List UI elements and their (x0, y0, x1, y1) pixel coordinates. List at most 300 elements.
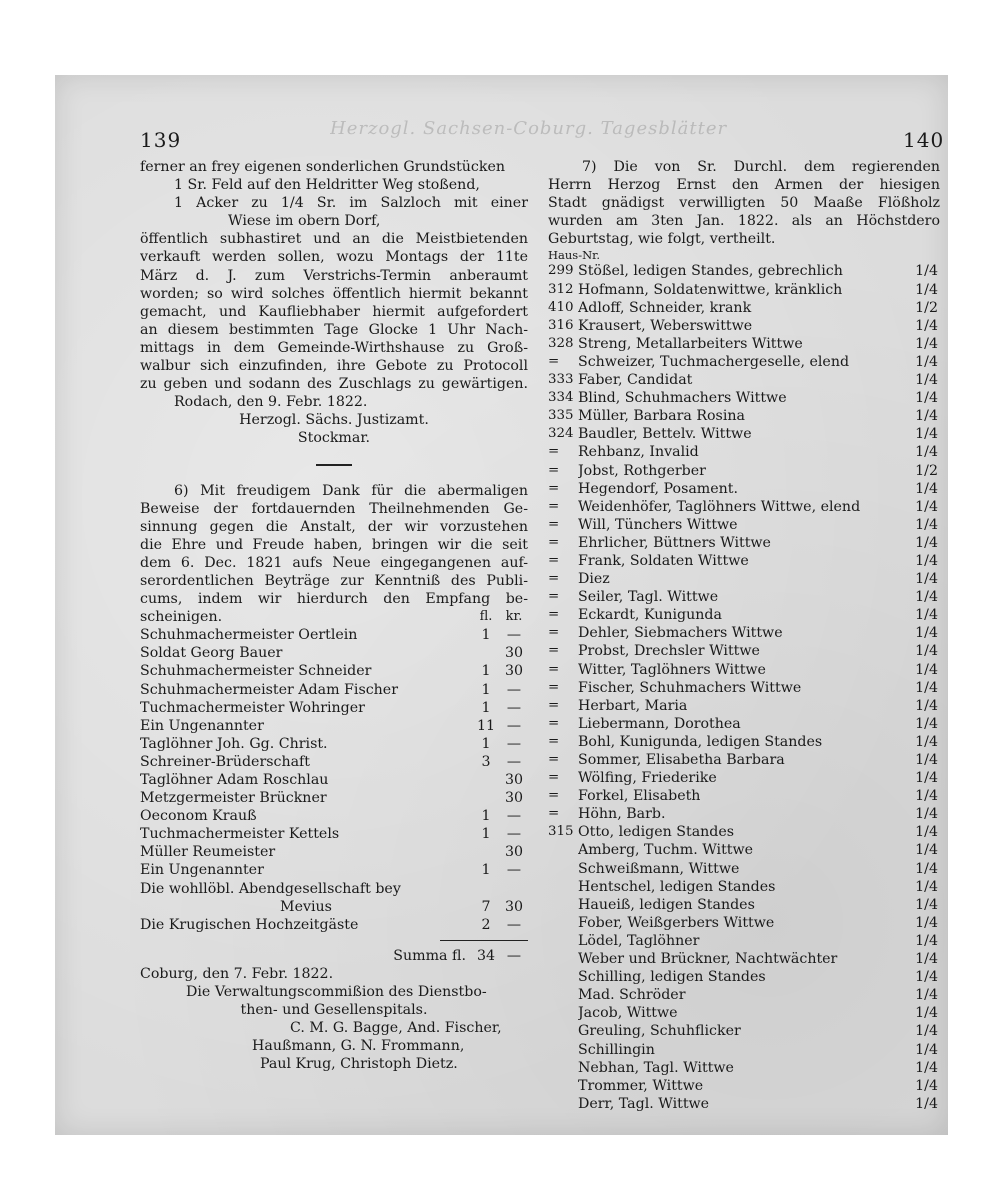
distribution-row (548, 534, 940, 552)
distribution-row (548, 570, 940, 588)
donor-name: Die wohllöbl. Abendgesellschaft bey (140, 880, 401, 897)
house-number: = (548, 806, 560, 822)
distribution-row (548, 1041, 940, 1059)
wood-amount: 1/4 (915, 263, 938, 280)
donations-list (140, 626, 528, 934)
house-number: = (548, 534, 560, 550)
amount-kr: 30 (504, 772, 524, 788)
amount-fl: 1 (481, 663, 491, 680)
recipient-name: Schillingin (578, 1041, 655, 1058)
wood-amount: 1/4 (915, 607, 938, 624)
wood-amount: 1/4 (915, 788, 938, 805)
recipient-name: Nebhan, Tagl. Wittwe (578, 1059, 734, 1076)
distribution-row (548, 787, 940, 805)
distribution-row (548, 353, 940, 371)
wood-amount: 1/4 (915, 1059, 938, 1076)
house-number (548, 878, 578, 896)
donor-name: Schuhmachermeister Oertlein (140, 627, 358, 644)
wood-amount: 1/4 (915, 534, 938, 551)
wood-distribution-notice (548, 158, 940, 1113)
recipient-name: Hentschel, ledigen Standes (578, 878, 776, 895)
recipient-name: Höhn, Barb. (578, 806, 666, 823)
house-number: = (548, 697, 560, 713)
amount-kr: — (506, 826, 522, 843)
recipient-name: Haueiß, ledigen Standes (578, 896, 755, 913)
text-line: verkauft werden sollen, wozu Montags der 11te (140, 249, 528, 266)
donor-name: Ein Ungenannter (140, 862, 264, 879)
donation-row (140, 916, 528, 934)
wood-amount: 1/4 (915, 824, 938, 841)
house-number (548, 841, 578, 859)
amount-fl: 1 (481, 862, 491, 879)
house-number (548, 986, 578, 1004)
left-column (140, 158, 528, 1074)
amount-fl: 2 (481, 916, 491, 933)
wood-amount: 1/4 (915, 625, 938, 642)
text-line: Beweise der fortdauernden Theilnehmenden Ge- (140, 500, 528, 517)
sum-rule (440, 940, 528, 941)
donor-name: Taglöhner Joh. Gg. Christ. (140, 735, 328, 752)
house-number: = (548, 679, 560, 695)
donation-row (140, 699, 528, 717)
recipient-name: Baudler, Bettelv. Wittwe (578, 426, 752, 443)
recipient-name: Otto, ledigen Standes (578, 824, 735, 841)
donation-row (140, 789, 528, 807)
amount-kr: — (506, 862, 522, 879)
distribution-row (548, 1059, 940, 1077)
recipient-name: Mad. Schröder (578, 987, 686, 1004)
distribution-row (548, 751, 940, 769)
recipient-name: Ehrlicher, Büttners Wittwe (578, 534, 771, 551)
house-number: = (548, 444, 560, 460)
distribution-row (548, 371, 940, 389)
donation-row (140, 681, 528, 699)
house-number: = (548, 661, 560, 677)
place-date: Rodach, den 9. Febr. 1822. (174, 394, 368, 411)
wood-amount: 1/4 (915, 661, 938, 678)
house-number: = (548, 552, 560, 568)
text-line: serordentlichen Beyträge zur Kenntniß des Publi- (140, 572, 528, 589)
distribution-row (548, 588, 940, 606)
haus-nr-label: Haus-Nr. (548, 248, 601, 263)
text-line: sinnung gegen die Anstalt, der wir vorzustehen (140, 518, 528, 535)
house-number (548, 1095, 578, 1113)
amount-fl (472, 771, 500, 789)
amount-fl (472, 644, 500, 662)
wood-amount: 1/4 (915, 733, 938, 750)
recipient-name: Liebermann, Dorothea (578, 715, 741, 732)
distribution-row (548, 335, 940, 353)
donor-name: Tuchmachermeister Wohringer (140, 699, 365, 716)
amount-fl (472, 789, 500, 807)
text-line: walbur sich einzufinden, ihre Gebote zu Protocoll (140, 358, 528, 375)
donation-row (140, 898, 528, 916)
distribution-row (548, 407, 940, 425)
sum-row (140, 947, 528, 965)
donor-name: Soldat Georg Bauer (140, 645, 283, 662)
page-number-right: 140 (903, 128, 945, 152)
house-number: = (548, 571, 560, 587)
signature-line: C. M. G. Bagge, And. Fischer, (290, 1020, 502, 1037)
recipient-name: Diez (578, 571, 610, 588)
text-line: Wiese im obern Dorf, (228, 213, 381, 230)
recipient-name: Frank, Soldaten Wittwe (578, 552, 749, 569)
distribution-row (548, 914, 940, 932)
distribution-row (548, 425, 940, 443)
distribution-row (548, 878, 940, 896)
amount-kr: 30 (504, 645, 524, 662)
wood-amount: 1/4 (915, 932, 938, 949)
donation-row (140, 753, 528, 771)
distribution-row (548, 624, 940, 642)
recipient-name: Hofmann, Soldatenwittwe, kränklich (578, 281, 843, 298)
house-number: = (548, 516, 560, 532)
distribution-row (548, 968, 940, 986)
house-number: 312 (548, 281, 574, 297)
page-number-left: 139 (140, 128, 182, 152)
running-head-bleedthrough: Herzogl. Sachsen-Coburg. Tagesblätter (330, 118, 728, 139)
distribution-row (548, 860, 940, 878)
house-number (548, 914, 578, 932)
donations-header (140, 608, 528, 626)
house-number: = (548, 643, 560, 659)
commission-line: Die Verwaltungscommißion des Dienstbo- (186, 984, 487, 1001)
amount-fl: 1 (481, 808, 491, 825)
wood-amount: 1/4 (915, 281, 938, 298)
amount-kr: — (506, 699, 522, 716)
distribution-row (548, 1004, 940, 1022)
recipient-name: Weber und Brückner, Nachtwächter (578, 951, 838, 968)
distribution-row (548, 679, 940, 697)
distribution-row (548, 1095, 940, 1113)
recipient-name: Amberg, Tuchm. Wittwe (578, 842, 754, 859)
amount-kr: — (506, 627, 522, 644)
recipient-name: Wölfing, Friederike (578, 770, 717, 787)
house-number (548, 1004, 578, 1022)
auction-notice (140, 158, 528, 448)
wood-amount: 1/4 (915, 1005, 938, 1022)
donation-row (140, 880, 528, 898)
section-separator (316, 464, 352, 466)
wood-amount: 1/4 (915, 896, 938, 913)
wood-amount: 1/4 (915, 643, 938, 660)
recipient-name: Stößel, ledigen Standes, gebrechlich (578, 263, 843, 280)
house-number: 410 (548, 299, 574, 315)
wood-amount: 1/4 (915, 951, 938, 968)
wood-amount: 1/4 (915, 498, 938, 515)
wood-amount: 1/4 (915, 426, 938, 443)
text-line: zu geben und sodann des Zuschlags zu gewärtigen. (140, 376, 528, 393)
wood-amount: 1/4 (915, 408, 938, 425)
amount-kr: 30 (504, 844, 524, 861)
wood-amount: 1/4 (915, 715, 938, 732)
wood-amount: 1/4 (915, 552, 938, 569)
wood-amount: 1/2 (915, 462, 938, 479)
text-line: wurden am 3ten Jan. 1822. als an Höchstdero (548, 213, 940, 230)
house-number (548, 1022, 578, 1040)
recipient-name: Seiler, Tagl. Wittwe (578, 589, 719, 606)
house-number: = (548, 625, 560, 641)
recipient-name: Adloff, Schneider, krank (578, 299, 752, 316)
recipient-name: Weidenhöfer, Taglöhners Wittwe, elend (578, 498, 861, 515)
wood-amount: 1/4 (915, 571, 938, 588)
distribution-row (548, 516, 940, 534)
distribution-row (548, 661, 940, 679)
donor-name: Metzgermeister Brückner (140, 790, 327, 807)
right-column (548, 158, 940, 1113)
amount-fl: 11 (476, 717, 496, 734)
house-number: = (548, 788, 560, 804)
wood-amount: 1/4 (915, 335, 938, 352)
wood-amount: 1/4 (915, 390, 938, 407)
recipient-name: Jacob, Wittwe (578, 1005, 678, 1022)
distribution-row (548, 823, 940, 841)
text-line: gemacht, und Kaufliebhaber hiermit aufgefordert (140, 303, 528, 320)
text-line: Geburtstag, wie folgt, vertheilt. (548, 231, 776, 248)
commission-line: then- und Gesellenspitals. (240, 1002, 428, 1019)
wood-amount: 1/2 (915, 299, 938, 316)
house-number: = (548, 498, 560, 514)
distribution-row (548, 552, 940, 570)
distribution-row (548, 281, 940, 299)
wood-amount: 1/4 (915, 372, 938, 389)
recipient-name: Blind, Schuhmachers Wittwe (578, 390, 787, 407)
house-number: = (548, 353, 560, 369)
donor-name: Tuchmachermeister Kettels (140, 826, 340, 843)
text-line: Stadt gnädigst verwilligten 50 Maaße Flößholz (548, 195, 940, 212)
house-number: = (548, 752, 560, 767)
donor-name: Taglöhner Adam Roschlau (140, 772, 329, 788)
donation-row (140, 807, 528, 825)
text-line: Herrn Herzog Ernst den Armen der hiesigen (548, 177, 940, 194)
recipient-name: Fober, Weißgerbers Wittwe (578, 914, 775, 931)
house-number: 333 (548, 372, 574, 388)
house-number: 335 (548, 408, 574, 424)
text-line: März d. J. zum Verstrichs-Termin anberaumt (140, 267, 528, 284)
donor-name: Müller Reumeister (140, 844, 276, 861)
text-line: die Ehre und Freude haben, bringen wir die seit (140, 536, 528, 553)
wood-amount: 1/4 (915, 1023, 938, 1040)
recipient-name: Will, Tünchers Wittwe (578, 516, 738, 533)
recipient-name: Lödel, Taglöhner (578, 932, 700, 949)
recipient-name: Probst, Drechsler Wittwe (578, 643, 760, 660)
recipient-name: Faber, Candidat (578, 372, 693, 389)
donor-name: Schuhmachermeister Schneider (140, 663, 372, 680)
wood-amount: 1/4 (915, 516, 938, 533)
house-number: 299 (548, 263, 574, 279)
wood-amount: 1/4 (915, 353, 938, 370)
text-line: 7) Die von Sr. Durchl. dem regierenden (582, 159, 940, 175)
house-number: = (548, 480, 560, 496)
donation-row (140, 662, 528, 680)
distribution-row (548, 769, 940, 787)
amount-kr (500, 880, 528, 898)
wood-amount: 1/4 (915, 480, 938, 497)
signer: Stockmar. (297, 430, 371, 447)
distribution-row (548, 389, 940, 407)
distribution-row (548, 697, 940, 715)
wood-amount: 1/4 (915, 1077, 938, 1094)
sum-kr: — (506, 947, 522, 964)
text-line: mittags in dem Gemeinde-Wirthshause zu Groß- (140, 339, 528, 356)
recipient-name: Greuling, Schuhflicker (578, 1023, 741, 1040)
donor-name: Schreiner-Brüderschaft (140, 753, 311, 770)
recipient-name: Rehbanz, Invalid (578, 444, 699, 461)
wood-amount: 1/4 (915, 806, 938, 823)
wood-amount: 1/4 (915, 444, 938, 461)
wood-amount: 1/4 (915, 842, 938, 859)
wood-amount: 1/4 (915, 1041, 938, 1058)
wood-amount: 1/4 (915, 878, 938, 895)
amount-kr: — (506, 753, 522, 770)
distribution-list (548, 262, 940, 1112)
text-line: öffentlich subhastiret und an die Meistbietenden (140, 231, 528, 248)
distribution-row (548, 317, 940, 335)
wood-amount: 1/4 (915, 752, 938, 768)
amount-fl: 1 (481, 681, 491, 698)
wood-amount: 1/4 (915, 770, 938, 787)
donation-row (140, 843, 528, 861)
text-line: worden; so wird solches öffentlich hiermit bekannt (140, 285, 528, 302)
amount-kr: — (506, 735, 522, 752)
distribution-row (548, 480, 940, 498)
distribution-row (548, 896, 940, 914)
text-line: dem 6. Dec. 1821 aufs Neue eingegangenen auf- (140, 554, 528, 571)
donation-row (140, 771, 528, 789)
house-number: 315 (548, 824, 574, 840)
wood-amount: 1/4 (915, 697, 938, 714)
amount-fl: 1 (481, 699, 491, 716)
distribution-row (548, 262, 940, 280)
text-line: ferner an frey eigenen sonderlichen Grundstücken (140, 159, 505, 175)
signature-line: Paul Krug, Christoph Dietz. (260, 1056, 458, 1073)
wood-amount: 1/4 (915, 1095, 938, 1112)
house-number (548, 932, 578, 950)
recipient-name: Krausert, Weberswittwe (578, 317, 753, 334)
distribution-row (548, 498, 940, 516)
donation-row (140, 717, 528, 735)
house-number: 324 (548, 426, 574, 442)
distribution-row (548, 715, 940, 733)
distribution-row (548, 805, 940, 823)
text-line: cums, indem wir hierdurch den Empfang be- (140, 591, 528, 608)
wood-amount: 1/4 (915, 969, 938, 986)
donor-name: Die Krugischen Hochzeitgäste (140, 916, 359, 933)
donation-row (140, 644, 528, 662)
wood-amount: 1/4 (915, 860, 938, 877)
house-number (548, 1059, 578, 1077)
recipient-name: Schweißmann, Wittwe (578, 860, 740, 877)
recipient-name: Schilling, ledigen Standes (578, 969, 766, 986)
recipient-name: Fischer, Schuhmachers Wittwe (578, 679, 802, 696)
house-number: = (548, 607, 560, 623)
wood-amount: 1/4 (915, 589, 938, 606)
text-line: 1 Sr. Feld auf den Heldritter Weg stoßend, (174, 177, 480, 194)
amount-fl (472, 843, 500, 861)
recipient-name: Streng, Metallarbeiters Wittwe (578, 335, 803, 352)
amount-kr: — (506, 717, 522, 734)
house-number (548, 896, 578, 914)
amount-kr: 30 (504, 663, 524, 680)
house-number: = (548, 733, 560, 749)
recipient-name: Bohl, Kunigunda, ledigen Standes (578, 733, 823, 750)
recipient-name: Hegendorf, Posament. (578, 480, 739, 497)
issuing-office: Herzogl. Sächs. Justizamt. (239, 412, 429, 429)
donation-row (140, 735, 528, 753)
distribution-row (548, 733, 940, 751)
distribution-row (548, 932, 940, 950)
wood-amount: 1/4 (915, 679, 938, 696)
text-line: an diesem bestimmten Tage Glocke 1 Uhr Nach- (140, 321, 528, 338)
recipient-name: Sommer, Elisabetha Barbara (578, 752, 785, 768)
sum-label: Summa fl. (393, 947, 466, 964)
house-number (548, 860, 578, 878)
donor-name: Mevius (280, 898, 332, 915)
amount-fl: 7 (481, 898, 491, 915)
wood-amount: 1/4 (915, 317, 938, 334)
donor-name: Oeconom Krauß (140, 808, 257, 825)
recipient-name: Jobst, Rothgerber (578, 462, 706, 479)
distribution-row (548, 986, 940, 1004)
house-number (548, 968, 578, 986)
recipient-name: Müller, Barbara Rosina (578, 408, 745, 425)
closing-date: Coburg, den 7. Febr. 1822. (140, 965, 334, 982)
house-number: = (548, 715, 560, 731)
distribution-row (548, 950, 940, 968)
recipient-name: Witter, Taglöhners Wittwe (578, 661, 766, 678)
distribution-row (548, 642, 940, 660)
text-line: 6) Mit freudigem Dank für die abermaligen (174, 482, 528, 499)
donation-row (140, 626, 528, 644)
header-label: scheinigen. (140, 609, 223, 626)
amount-kr: 30 (504, 898, 524, 915)
amount-fl: 1 (481, 735, 491, 752)
house-number: 334 (548, 390, 574, 406)
recipient-name: Dehler, Siebmachers Wittwe (578, 625, 783, 642)
donor-name: Schuhmachermeister Adam Fischer (140, 681, 398, 698)
amount-kr: — (506, 916, 522, 933)
amount-fl: 1 (481, 826, 491, 843)
donation-row (140, 825, 528, 843)
wood-amount: 1/4 (915, 987, 938, 1004)
recipient-name: Trommer, Wittwe (578, 1077, 704, 1094)
house-number: = (548, 589, 560, 605)
amount-kr: 30 (504, 790, 524, 807)
header-fl: fl. (479, 609, 493, 625)
house-number (548, 950, 578, 968)
recipient-name: Derr, Tagl. Wittwe (578, 1095, 710, 1112)
amount-kr: — (506, 808, 522, 825)
signature-line: Haußmann, G. N. Frommann, (252, 1038, 465, 1055)
house-number: 316 (548, 317, 574, 333)
distribution-row (548, 606, 940, 624)
distribution-row (548, 841, 940, 859)
recipient-name: Schweizer, Tuchmachergeselle, elend (578, 353, 850, 370)
recipient-name: Herbart, Maria (578, 697, 688, 714)
sum-fl: 34 (476, 947, 496, 964)
distribution-row (548, 1077, 940, 1095)
donor-name: Ein Ungenannter (140, 717, 264, 734)
recipient-name: Forkel, Elisabeth (578, 788, 701, 805)
distribution-row (548, 443, 940, 461)
amount-kr: — (506, 681, 522, 698)
house-number (548, 1041, 578, 1059)
house-number: 328 (548, 335, 574, 351)
amount-fl: 1 (481, 627, 491, 644)
house-number: = (548, 462, 560, 478)
donation-row (140, 861, 528, 879)
distribution-row (548, 462, 940, 480)
